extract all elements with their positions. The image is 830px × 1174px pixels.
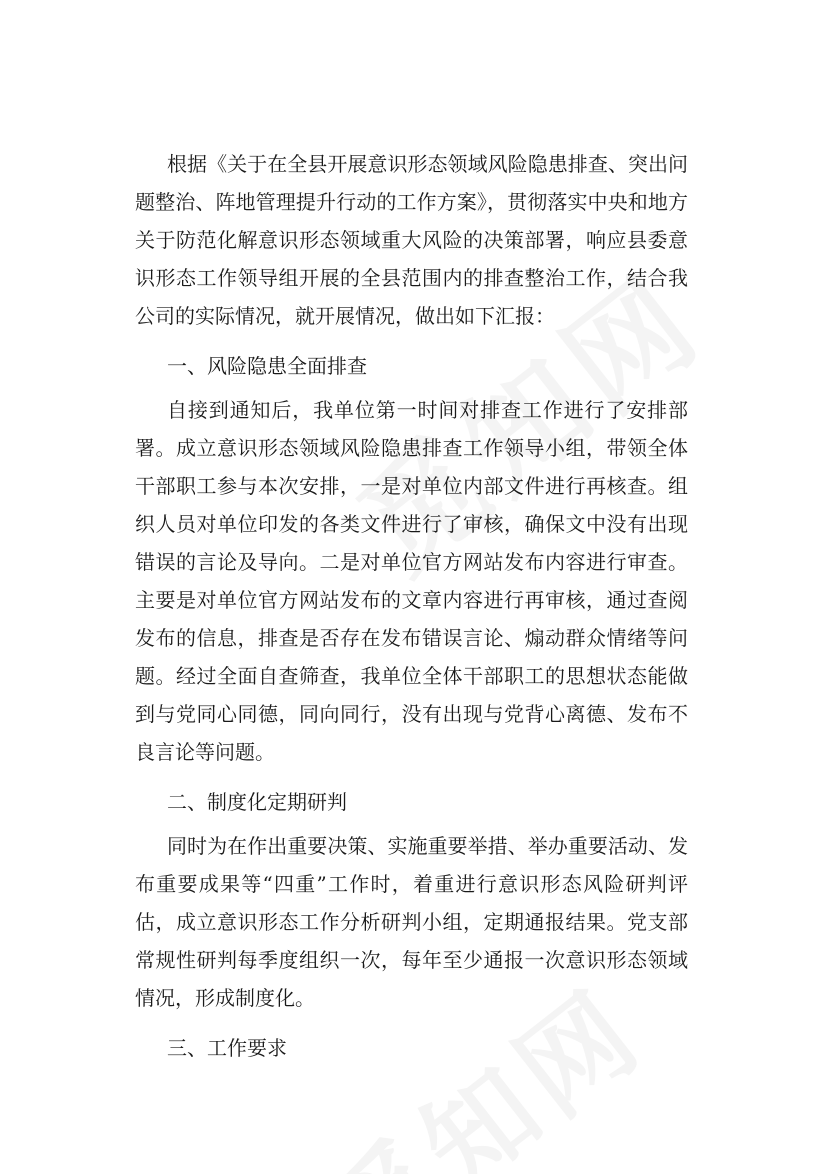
section-heading-1: 一、风险隐患全面排查 xyxy=(167,354,367,378)
section-2-paragraph: 同时为在作出重要决策、实施重要举措、举办重要活动、发布重要成果等“四重”工作时，着重进行意识形态风险研判评估，成立意识形态工作分析研判小组，定期通报结果。党支部常规性研判每季度组织一次，每年至少通报一次意识形态领域情况，形成制度化。 xyxy=(135,834,688,1010)
document-body xyxy=(135,145,688,1073)
section-1-paragraph: 自接到通知后，我单位第一时间对排查工作进行了安排部署。成立意识形态领域风险隐患排查工作领导小组，带领全体干部职工参与本次安排，一是对单位内部文件进行再核查。组织人员对单位印发的各类文件进行了审核，确保文中没有出现错误的言论及导向。二是对单位官方网站发布内容进行审查。主要是对单位官方网站发布的文章内容进行再审核，通过查阅发布的信息，排查是否存在发布错误言论、煽动群众情绪等问题。经过全面自查筛查，我单位全体干部职工的思想状态能做到与党同心同德，同向同行，没有出现与党背心离德、发布不良言论等问题。 xyxy=(135,398,688,764)
section-heading-2: 二、制度化定期研判 xyxy=(167,790,347,814)
intro-paragraph: 根据《关于在全县开展意识形态领域风险隐患排查、突出问题整治、阵地管理提升行动的工作方案》，贯彻落实中央和地方关于防范化解意识形态领域重大风险的决策部署，响应县委意识形态工作领导组开展的全县范围内的排查整治工作，结合我公司的实际情况，就开展情况，做出如下汇报： xyxy=(135,152,688,328)
section-heading-3: 三、工作要求 xyxy=(167,1036,287,1060)
